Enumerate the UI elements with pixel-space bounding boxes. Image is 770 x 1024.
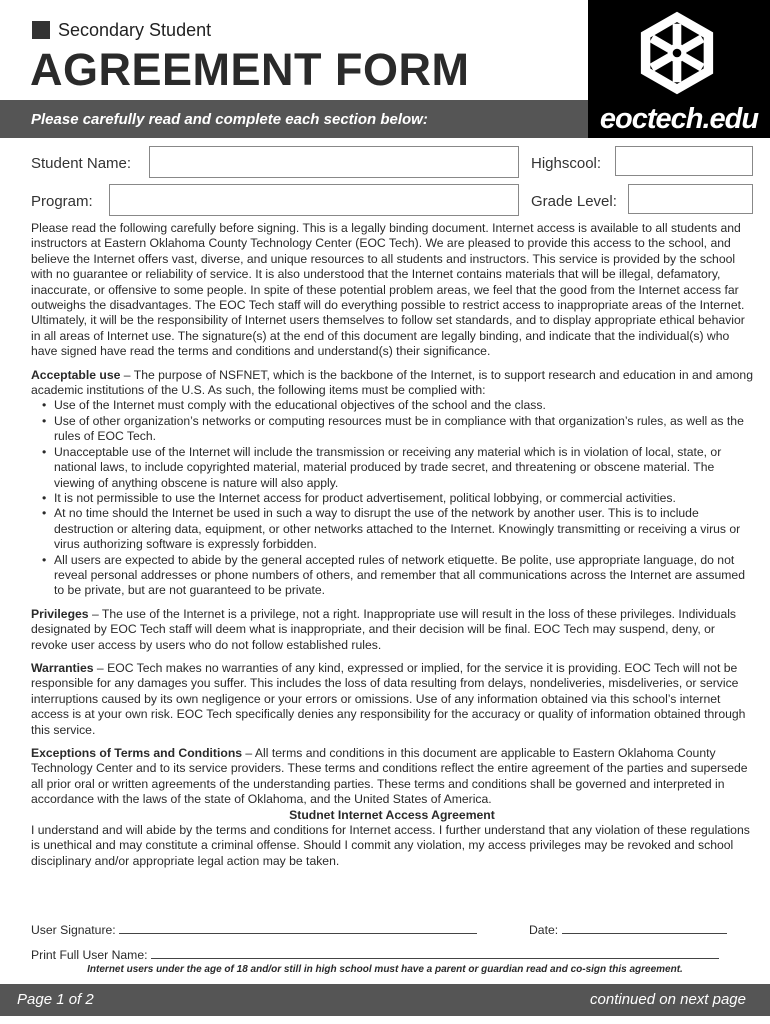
- acceptable-use-section: [31, 368, 753, 399]
- document-body: [31, 221, 753, 869]
- user-signature-field[interactable]: [119, 922, 477, 934]
- privileges-text: – The use of the Internet is a privilege, not a right. Inappropriate use will result in the loss of these privileges. Individuals designated by EOC Tech staff will deem what is inappropriate, and their decision will be final. EOC Tech may suspend, deny, or revoke user access by users who do not follow established rules.: [31, 606, 737, 652]
- user-signature-row: [31, 922, 477, 937]
- acceptable-use-list: [31, 398, 753, 598]
- warranties-heading: Warranties: [31, 660, 94, 675]
- instruction-banner: [0, 100, 588, 138]
- footer-bar: [0, 984, 770, 1016]
- exceptions-text: – All terms and conditions in this document are applicable to Eastern Oklahoma County Technology Center and to its service providers. These terms and conditions reflect the entire agreement of the parties and supersede all prior oral or written agreements of the understanding parties. These terms and conditions shall be governed and interpreted in accordance with the laws of the state of Oklahoma, and the United States of America.: [31, 746, 748, 807]
- date-field[interactable]: [562, 922, 727, 934]
- exceptions-heading: Exceptions of Terms and Conditions: [31, 746, 243, 760]
- grade-level-field[interactable]: [628, 184, 753, 214]
- guardian-note: Internet users under the age of 18 and/or still in high school must have a parent or guardian read and co-sign this agreement.: [87, 964, 683, 975]
- list-item: • Use of the Internet must comply with the educational objectives of the school and the class.: [31, 398, 753, 413]
- student-name-field[interactable]: [149, 146, 519, 178]
- banner-text: Please carefully read and complete each section below:: [31, 111, 428, 128]
- exceptions-section: [31, 746, 753, 808]
- highschool-field[interactable]: [615, 146, 753, 176]
- continued-label: continued on next page: [590, 991, 746, 1008]
- print-name-field[interactable]: [151, 947, 719, 959]
- student-name-label: Student Name:: [31, 155, 132, 172]
- intro-paragraph: Please read the following carefully before signing. This is a legally binding document. Internet access is available to all students and instructors at Eastern Oklahoma County Technology Center (EOC Tech). We are pleased to provide this access to the school, and believe the Internet offers vast, diverse, and unique resources to all students and instructors. This service is provided by the school with no guarantee or reliability of service. It is also understood that the Internet contains materials that will be illegal, defamatory, inaccurate, or offensive to some people. In spite of these potential problem areas, we feel that the good from the Internet access far outweighs the disadvantages. The EOC Tech staff will do everything possible to restrict access to inappropriate areas of the Internet. Ultimately, it will be the responsibility of Internet users themselves to follow set standards, and to display appropriate ethical behavior in all areas of Internet use. The signature(s) at the end of this document are legally binding, and indicate that the individual(s) who have signed have read the terms and conditions and understand(s) their significance.: [31, 221, 745, 359]
- list-item: • Use of other organization’s networks or computing resources must be in compliance with that organization’s rules, as well as the rules of EOC Tech.: [31, 414, 753, 445]
- list-item: • It is not permissible to use the Internet access for product advertisement, political lobbying, or commercial activities.: [31, 491, 753, 506]
- agreement-text: I understand and will abide by the terms and conditions for Internet access. I further understand that any violation of these regulations is unethical and may constitute a criminal offense. Should I commit any violation, my access privileges may be revoked and school disciplinary and/or appropriate legal action may be taken.: [31, 823, 750, 868]
- page-title: AGREEMENT FORM: [30, 44, 470, 95]
- grade-level-label: Grade Level:: [531, 193, 617, 210]
- privileges-section: [31, 607, 753, 653]
- page-number: Page 1 of 2: [17, 991, 94, 1008]
- program-label: Program:: [31, 193, 93, 210]
- program-field[interactable]: [109, 184, 519, 216]
- warranties-section: [31, 661, 753, 738]
- highschool-label: Highscool:: [531, 155, 602, 172]
- form-subtitle: Secondary Student: [58, 20, 212, 40]
- form-checkbox-icon[interactable]: [32, 21, 50, 39]
- acceptable-use-heading: Acceptable use: [31, 367, 121, 382]
- logo: [588, 0, 770, 138]
- privileges-heading: Privileges: [31, 606, 89, 621]
- logo-text: eoctech.edu: [599, 103, 759, 135]
- list-item: • All users are expected to abide by the general accepted rules of network etiquette. Be polite, use appropriate language, do not reveal personal addresses or phone numbers of others, and remember that all communications across the Internet are assumed to be private, but are not guaranteed to be private.: [31, 553, 753, 599]
- list-item: • Unacceptable use of the Internet will include the transmission or receiving any material which is in violation of local, state, or national laws, to include copyrighted material, material produced by trade secret, and threatening or obscene material. The viewing of anything obscene is nature will also apply.: [31, 445, 753, 491]
- date-label: Date:: [529, 923, 559, 937]
- agreement-heading: Studnet Internet Access Agreement: [289, 807, 495, 822]
- print-name-label: Print Full User Name:: [31, 948, 148, 962]
- user-signature-label: User Signature:: [31, 923, 116, 937]
- list-item: • At no time should the Internet be used in such a way to disrupt the use of the network by another user. This is to include destruction or altering data, equipment, or other networks attached to the Internet. Knowingly transmitting or receiving a virus or virus authorizing software is expressly forbidden.: [31, 506, 753, 552]
- acceptable-use-text: – The purpose of NSFNET, which is the backbone of the Internet, is to support research and education in and among academic institutions of the U.S. As such, the following items must be complied with:: [31, 367, 753, 398]
- logo-emblem-icon: [634, 10, 720, 96]
- print-name-row: [31, 947, 719, 962]
- date-row: [529, 922, 727, 937]
- warranties-text: – EOC Tech makes no warranties of any kind, expressed or implied, for the service it is providing. EOC Tech will not be responsible for any damages you suffer. This includes the loss of data resulting from delays, nondeliveries, misdeliveries, or service interruptions caused by its own negligence or your errors or omissions. Use of any information obtained via this school’s internet access is at your own risk. EOC Tech specifically denies any responsibility for the accuracy or quality of information obtained through this service.: [31, 660, 746, 737]
